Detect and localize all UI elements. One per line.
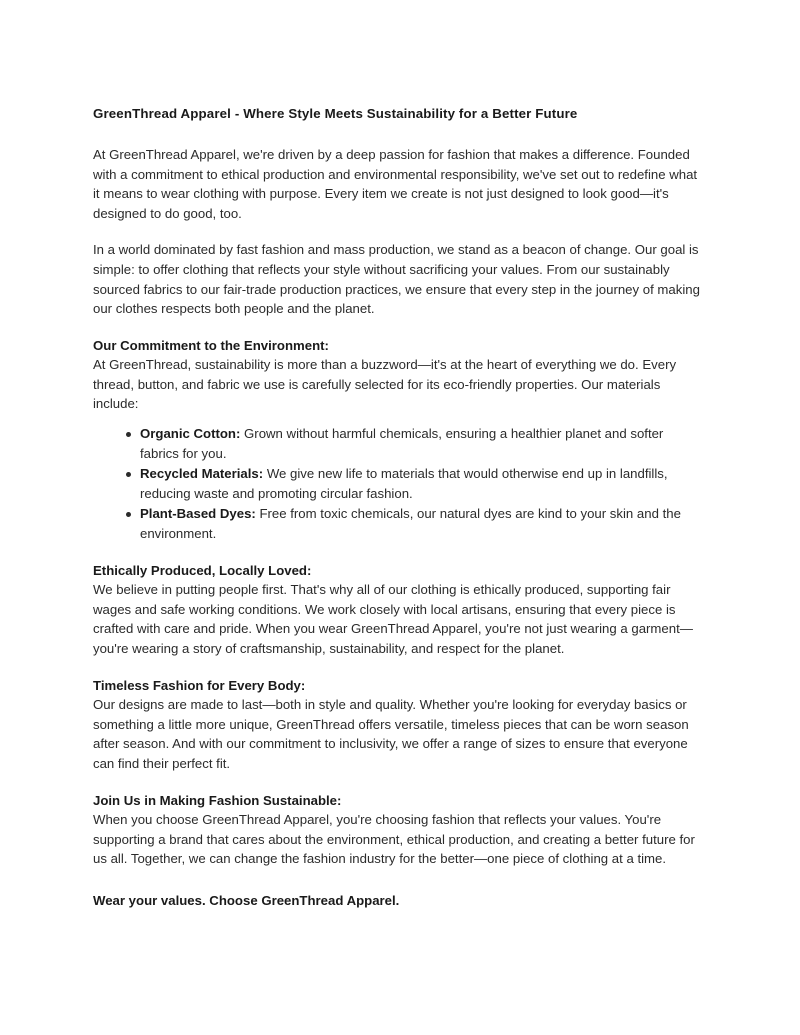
bullet-term: Recycled Materials: bbox=[140, 466, 264, 482]
bullet-text: Free from toxic chemicals, our natural dyes are kind to your skin and the environment. bbox=[140, 506, 681, 542]
section-body-ethical: We believe in putting people first. That's why all of our clothing is ethically produced, supporting fair wages and safe working conditions. We work closely with local artisans, ensuring that every piece is crafted with care and pride. When you wear GreenThread Apparel, you're not just wearing a garment—you're wearing a story of craftsmanship, sustainability, and respect for the planet. bbox=[93, 582, 693, 656]
intro-paragraph-2: In a world dominated by fast fashion and mass production, we stand as a beacon of change. Our goal is simple: to offer clothing that reflects your style without sacrificing your values. From our sustainably sourced fabrics to our fair-trade production practices, we ensure that every step in the journey of making our clothes respects both people and the planet. bbox=[93, 242, 700, 317]
closing-statement: Wear your values. Choose GreenThread Apparel. bbox=[93, 892, 400, 908]
list-item bbox=[93, 504, 705, 543]
page-title: GreenThread Apparel - Where Style Meets Sustainability for a Better Future bbox=[93, 106, 578, 121]
bullet-term: Plant-Based Dyes: bbox=[140, 506, 256, 522]
section-timeless bbox=[93, 676, 705, 774]
section-ethical bbox=[93, 561, 705, 659]
section-heading-environment: Our Commitment to the Environment: bbox=[93, 337, 329, 353]
document-body bbox=[93, 105, 705, 911]
section-body-environment: At GreenThread, sustainability is more than a buzzword—it's at the heart of everything we do. Every thread, button, and fabric we use is carefully selected for its eco-friendly properties. Our materials include: bbox=[93, 357, 677, 412]
section-heading-timeless: Timeless Fashion for Every Body: bbox=[93, 677, 306, 693]
intro-paragraph-1: At GreenThread Apparel, we're driven by a deep passion for fashion that makes a difference. Founded with a commitment to ethical production and environmental responsibility, we've set out to redefine what it means to wear clothing with purpose. Every item we create is not just designed to look good—it's designed to do good, too. bbox=[93, 146, 698, 221]
section-heading-ethical: Ethically Produced, Locally Loved: bbox=[93, 562, 312, 578]
section-environment bbox=[93, 336, 705, 544]
section-join bbox=[93, 791, 705, 869]
bullet-term: Organic Cotton: bbox=[140, 426, 241, 442]
bullet-text: We give new life to materials that would otherwise end up in landfills, reducing waste and promoting circular fashion. bbox=[140, 466, 668, 501]
section-heading-join: Join Us in Making Fashion Sustainable: bbox=[93, 792, 342, 808]
list-item bbox=[93, 464, 705, 503]
bullet-text: Grown without harmful chemicals, ensuring a healthier planet and softer fabrics for you. bbox=[140, 426, 664, 461]
materials-list bbox=[93, 424, 705, 544]
section-body-timeless: Our designs are made to last—both in style and quality. Whether you're looking for everyday basics or something a little more unique, GreenThread offers versatile, timeless pieces that can be worn season after season. And with our commitment to inclusivity, we offer a range of sizes to ensure that everyone can find their perfect fit. bbox=[93, 697, 689, 771]
section-body-join: When you choose GreenThread Apparel, you're choosing fashion that reflects your values. You're supporting a brand that cares about the environment, ethical production, and creating a better future for us all. Together, we can change the fashion industry for the better—one piece of clothing at a time. bbox=[93, 812, 695, 867]
list-item bbox=[93, 424, 705, 463]
